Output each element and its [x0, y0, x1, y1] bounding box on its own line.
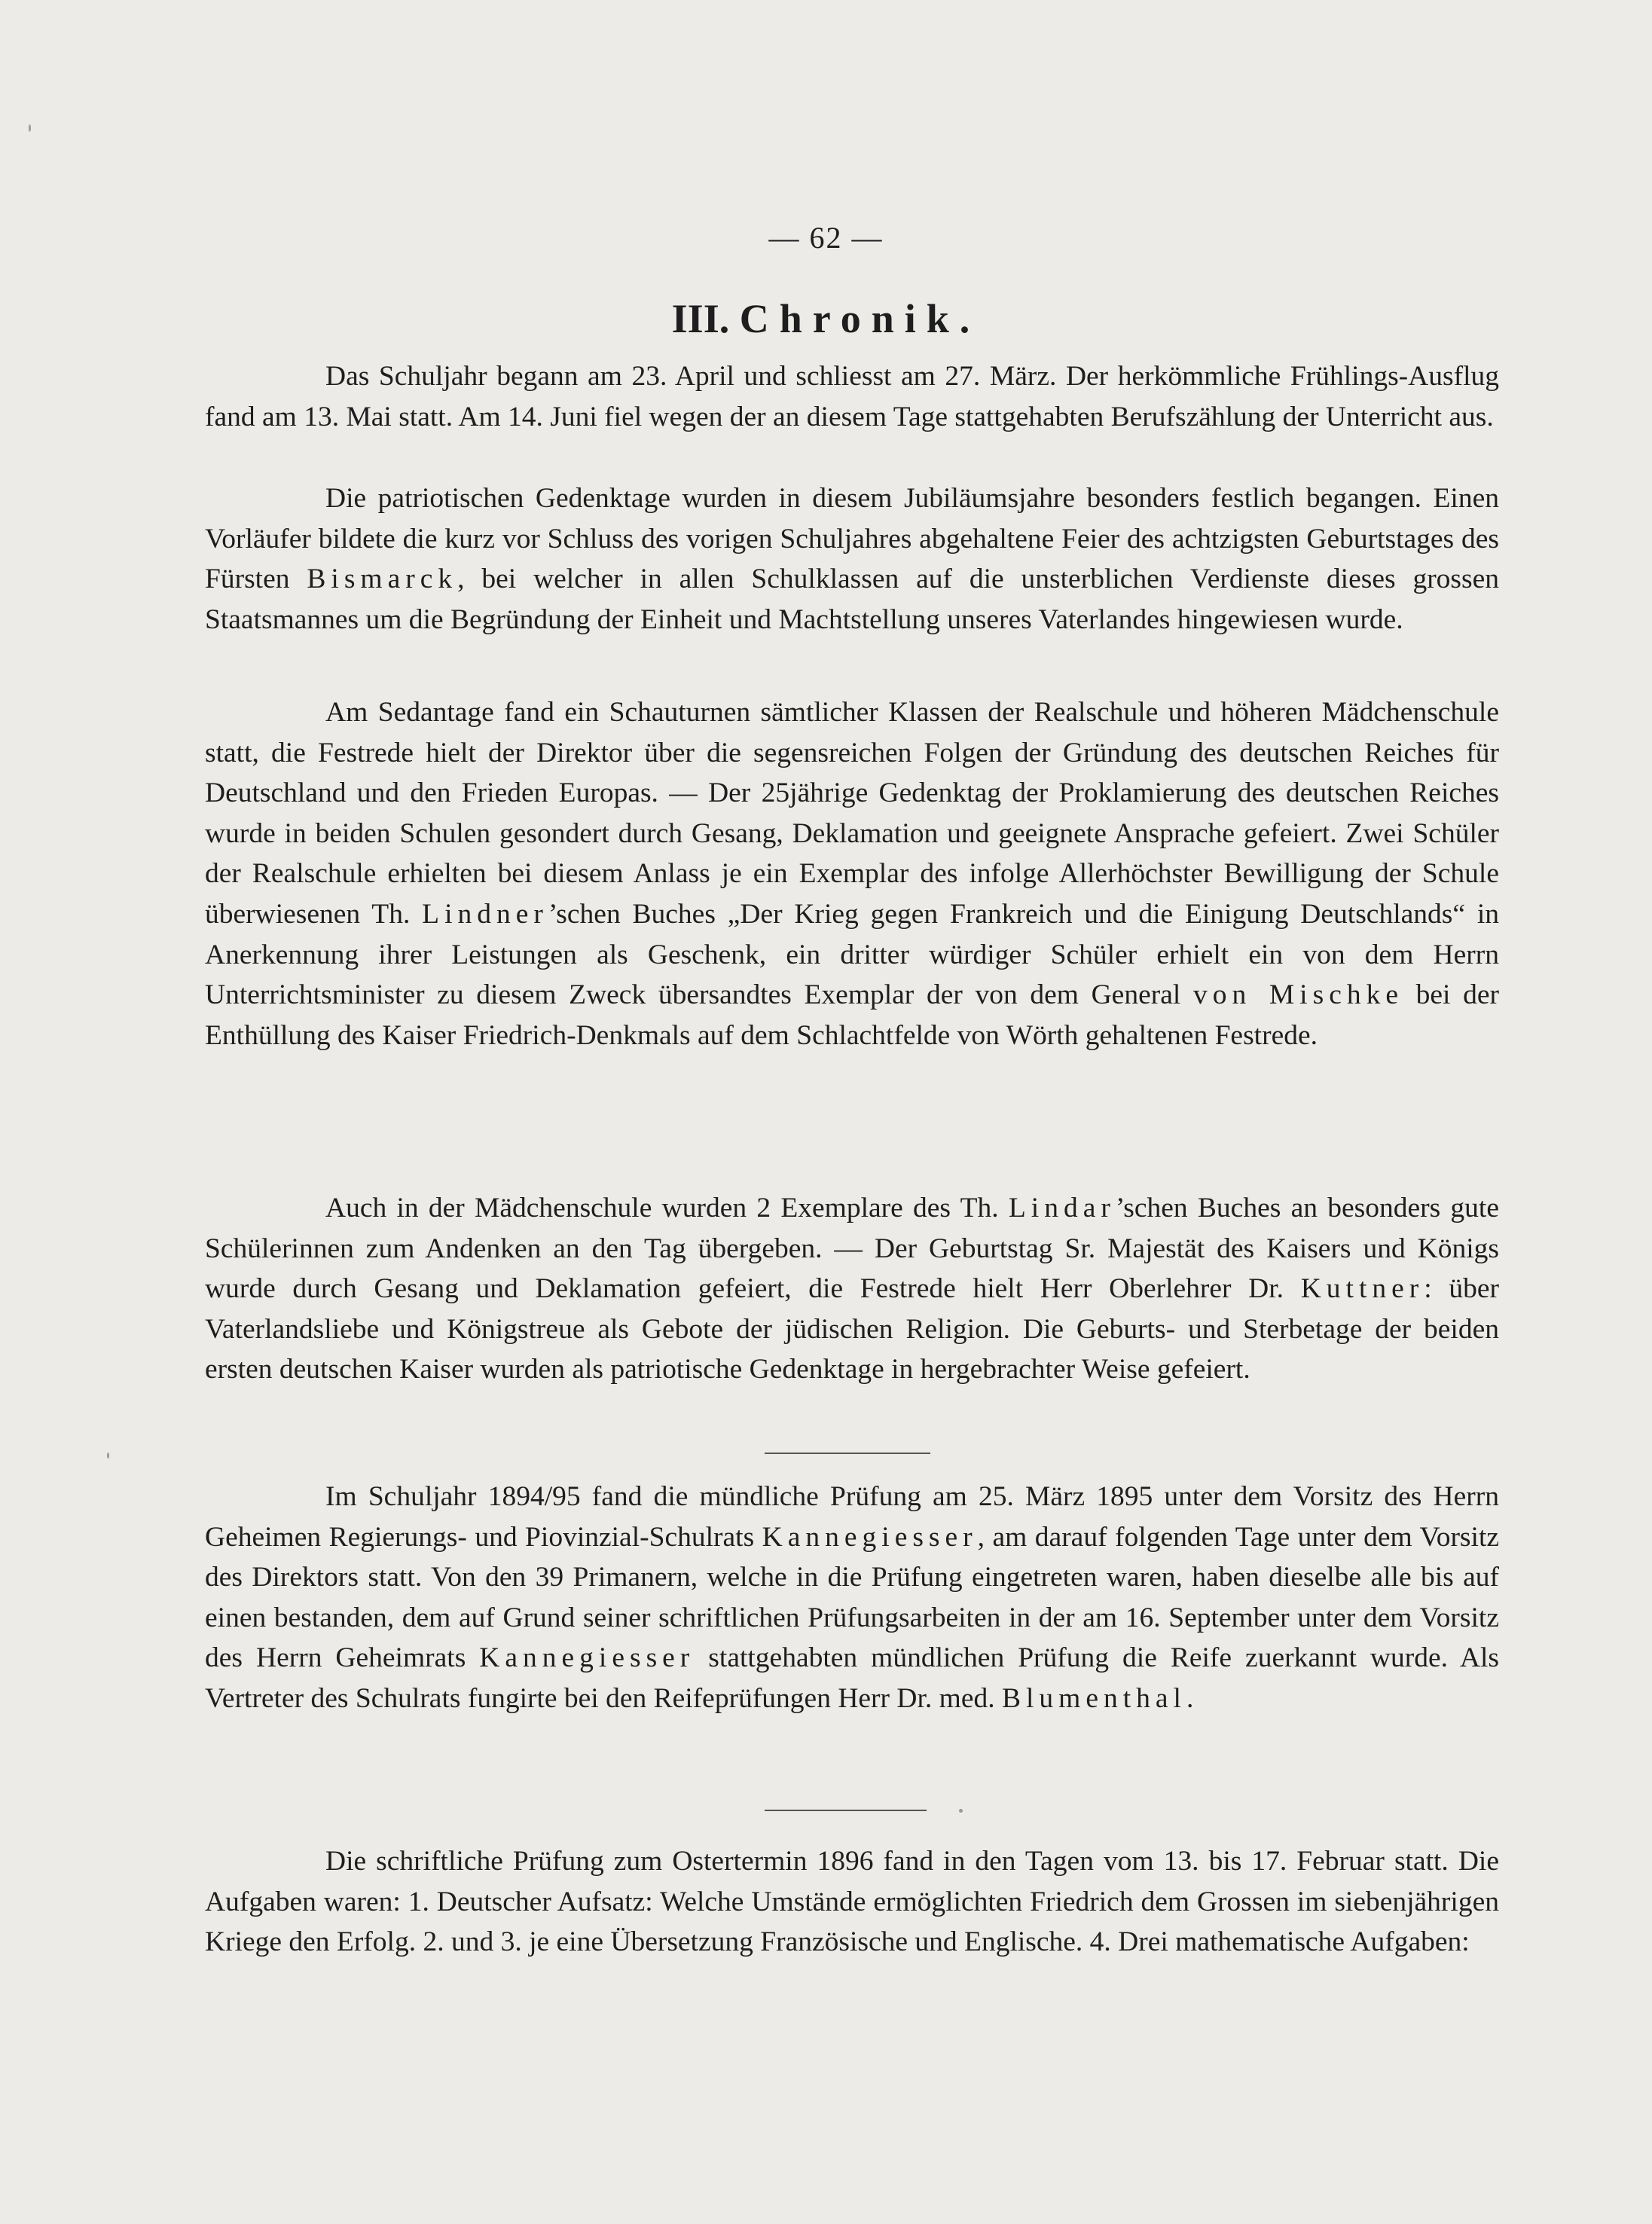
paragraph-4: Auch in der Mädchenschule wurden 2 Exemplare des Th. Lindar’schen Buches an besonders gute Schülerinnen zum Andenken an den Tag übergeben. — Der Geburtstag Sr. Majestät des Kaisers und Königs wurde durch Gesang und Deklamation gefeiert, die Festrede hielt Herr Oberlehrer Dr. Kuttner: über Vaterlandsliebe und Königstreue als Gebote der jüdischen Religion. Die Geburts- und Sterbetage der beiden ersten deutschen Kaiser wurden als patriotische Gedenktage in hergebrachter Weise gefeiert. — [205, 1193, 1499, 1385]
paragraph-2: Die patriotischen Gedenktage wurden in diesem Jubiläumsjahre besonders festlich begangen. Einen Vorläufer bildete die kurz vor Schluss des vorigen Schuljahres abgehaltene Feier des achtzigsten Geburtstages des Fürsten Bismarck, bei welcher in allen Schulklassen auf die unsterblichen Verdienste dieses grossen Staatsmannes um die Begründung der Einheit und Machtstellung unseres Vaterlandes hingewiesen wurde. — [205, 483, 1500, 635]
paragraph-6: Die schriftliche Prüfung zum Ostertermin 1896 fand in den Tagen vom 13. bis 17. Februar statt. Die Aufgaben waren: 1. Deutscher Aufsatz: Welche Umstände ermöglichten Friedrich dem Grossen im siebenjährigen Kriege den Erfolg. 2. und 3. je eine Übersetzung Französische und Englische. 4. Drei mathematische Aufgaben: — [205, 1846, 1499, 1958]
section-divider-1 — [765, 1453, 930, 1454]
scan-mark — [29, 124, 31, 132]
paragraph-5: Im Schuljahr 1894/95 fand die mündliche Prüfung am 25. März 1895 unter dem Vorsitz des Herrn Geheimen Regierungs- und Piovinzial-Schulrats Kannegiesser, am darauf folgenden Tage unter dem Vorsitz des Direktors statt. Von den 39 Primanern, welche in die Prüfung eingetreten waren, haben dieselbe alle bis auf einen bestanden, dem auf Grund seiner schriftlichen Prüfungsarbeiten in der am 16. September unter dem Vorsitz des Herrn Geheimrats Kannegiesser stattgehabten mündlichen Prüfung die Reife zuerkannt wurde. Als Vertreter des Schulrats fungirte bei den Reifeprüfungen Herr Dr. med. Blumenthal. — [205, 1481, 1500, 1714]
paragraph-1: Das Schuljahr begann am 23. April und schliesst am 27. März. Der herkömmliche Frühlings-Ausflug fand am 13. Mai statt. Am 14. Juni fiel wegen der an diesem Tage stattgehabten Berufszählung der Unterricht aus. — [205, 361, 1499, 432]
paragraph-3: Am Sedantage fand ein Schauturnen sämtlicher Klassen der Realschule und höheren Mädchenschule statt, die Festrede hielt der Direktor über die segensreichen Folgen der Gründung des deutschen Reiches für Deutschland und den Frieden Europas. — Der 25jährige Gedenktag der Proklamierung des deutschen Reiches wurde in beiden Schulen gesondert durch Gesang, Deklamation und geeignete Ansprache gefeiert. Zwei Schüler der Realschule erhielten bei diesem Anlass je ein Exemplar des infolge Allerhöchster Bewilligung der Schule überwiesenen Th. Lindner’schen Buches „Der Krieg gegen Frankreich und die Einigung Deutschlands“ in Anerkennung ihrer Leistungen als Geschenk, ein dritter würdiger Schüler erhielt ein von dem Herrn Unterrichtsminister zu diesem Zweck übersandtes Exemplar der von dem General von Mischke bei der Enthüllung des Kaiser Friedrich-Denkmals auf dem Schlachtfelde von Wörth gehaltenen Festrede. — [205, 697, 1500, 1051]
section-title-word: Chronik. — [739, 296, 981, 341]
print-speck — [959, 1809, 963, 1813]
section-divider-2 — [765, 1810, 927, 1811]
page-number: — 62 — — [768, 221, 884, 255]
section-title-numeral: III. — [671, 296, 740, 341]
section-title — [0, 295, 1652, 342]
scan-mark — [107, 1453, 109, 1459]
